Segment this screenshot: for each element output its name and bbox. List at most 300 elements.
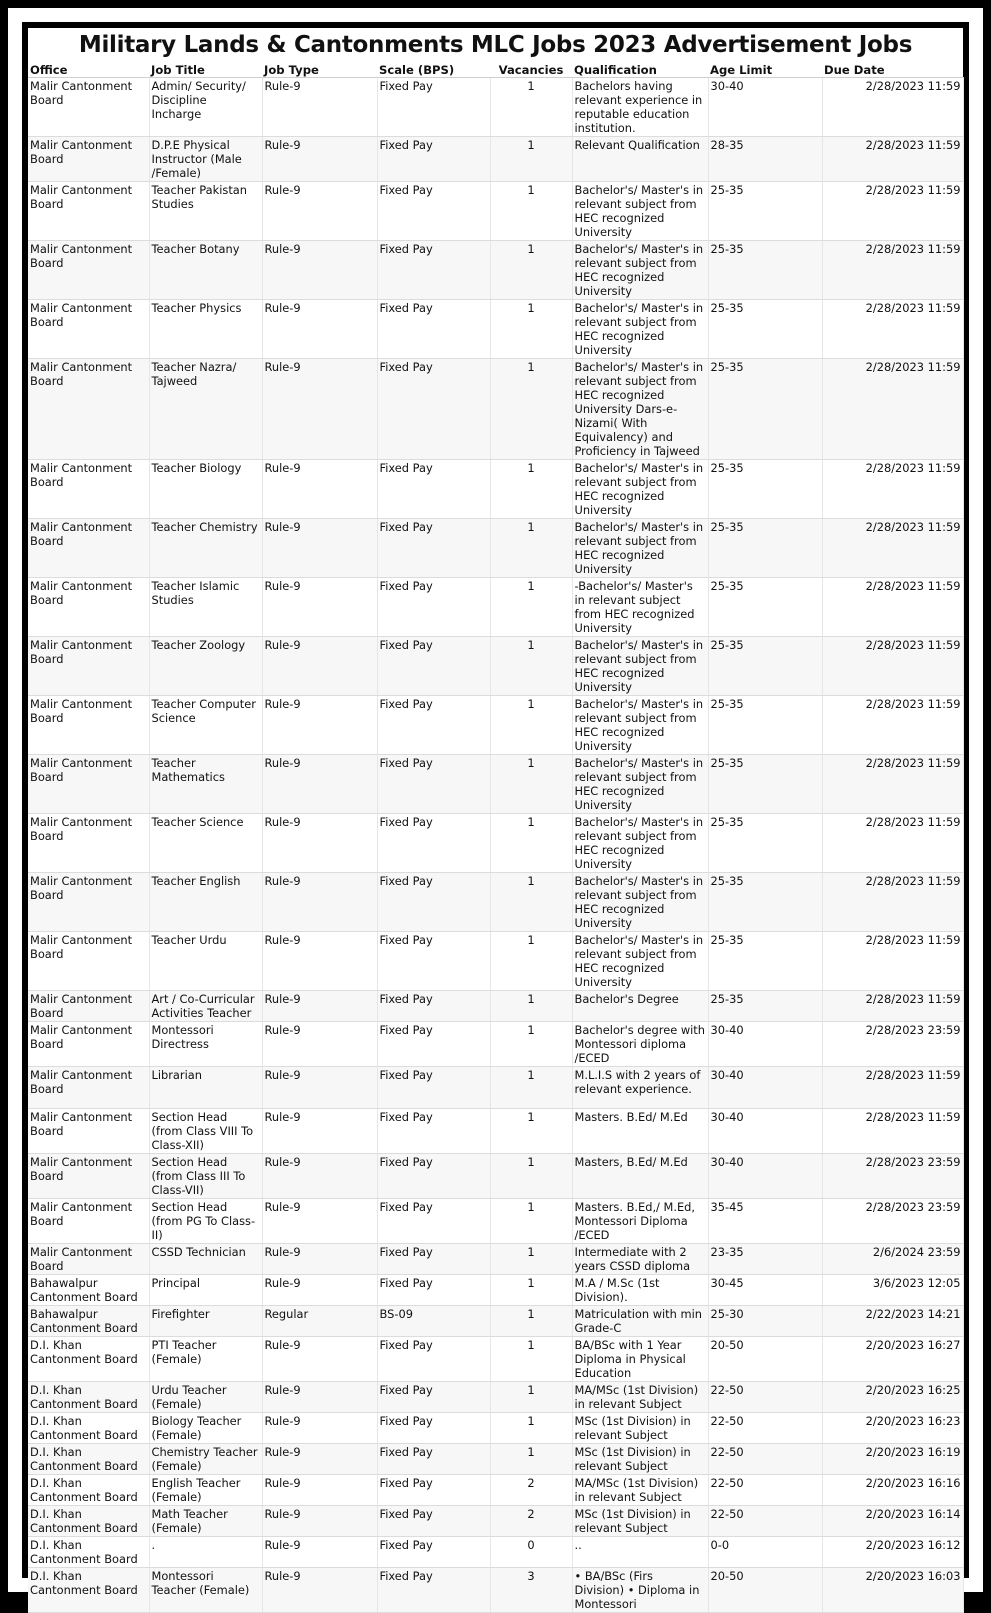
vacancies-cell: 1 [490,1413,572,1444]
table-row [28,1022,963,1067]
age-limit-cell: 30-45 [708,1275,822,1306]
job-type-cell: Rule-9 [262,137,377,182]
scale-cell: Fixed Pay [377,1067,490,1109]
due-date-cell: 2/28/2023 23:59 [822,1199,963,1244]
scale-cell: Fixed Pay [377,696,490,755]
scale-cell: Fixed Pay [377,1199,490,1244]
vacancies-cell: 1 [490,873,572,932]
vacancies-cell: 1 [490,814,572,873]
qualification-cell: Masters. B.Ed,/ M.Ed, Montessori Diploma /ECED [572,1199,708,1244]
job-type-cell: Rule-9 [262,1244,377,1275]
scale-cell: Fixed Pay [377,991,490,1022]
job-type-cell: Rule-9 [262,578,377,637]
job-type-cell: Rule-9 [262,696,377,755]
job-title-cell: Teacher Chemistry [149,519,262,578]
age-limit-cell: 25-35 [708,991,822,1022]
scale-cell: Fixed Pay [377,1506,490,1537]
qualification-cell: MSc (1st Division) in relevant Subject [572,1444,708,1475]
table-row [28,1506,963,1537]
office-cell: D.I. Khan Cantonment Board [28,1568,149,1613]
scale-cell: Fixed Pay [377,182,490,241]
table-header [28,62,963,78]
scale-cell: Fixed Pay [377,241,490,300]
qualification-cell: BA/BSc with 1 Year Diploma in Physical Education [572,1337,708,1382]
scale-cell: Fixed Pay [377,755,490,814]
age-limit-cell: 25-35 [708,359,822,460]
due-date-cell: 2/28/2023 11:59 [822,460,963,519]
job-title-cell: Teacher Computer Science [149,696,262,755]
vacancies-cell: 1 [490,932,572,991]
vacancies-cell: 1 [490,241,572,300]
column-header-office: Office [28,62,149,78]
jobs-table [28,62,964,1613]
due-date-cell: 2/28/2023 11:59 [822,182,963,241]
qualification-cell: Bachelor's/ Master's in relevant subject from HEC recognized University [572,241,708,300]
job-title-cell: English Teacher (Female) [149,1475,262,1506]
job-title-cell: . [149,1537,262,1568]
job-type-cell: Rule-9 [262,359,377,460]
vacancies-cell: 1 [490,637,572,696]
due-date-cell: 2/20/2023 16:19 [822,1444,963,1475]
scale-cell: Fixed Pay [377,932,490,991]
age-limit-cell: 30-40 [708,1022,822,1067]
job-type-cell: Rule-9 [262,755,377,814]
column-header-vacancies: Vacancies [490,62,572,78]
table-row [28,991,963,1022]
vacancies-cell: 1 [490,1244,572,1275]
table-row [28,1475,963,1506]
table-row [28,460,963,519]
job-title-cell: Teacher Urdu [149,932,262,991]
qualification-cell: Masters. B.Ed/ M.Ed [572,1109,708,1154]
job-title-cell: Teacher Biology [149,460,262,519]
due-date-cell: 2/28/2023 11:59 [822,1067,963,1109]
office-cell: Malir Cantonment Board [28,78,149,137]
scale-cell: Fixed Pay [377,637,490,696]
page-title: Military Lands & Cantonments MLC Jobs 2023 Advertisement Jobs [78,32,913,58]
job-title-cell: Teacher Zoology [149,637,262,696]
job-title-cell: Montessori Directress [149,1022,262,1067]
job-type-cell: Rule-9 [262,519,377,578]
qualification-cell: Bachelor's/ Master's in relevant subject from HEC recognized University [572,873,708,932]
scale-cell: Fixed Pay [377,1537,490,1568]
scale-cell: Fixed Pay [377,1022,490,1067]
job-title-cell: Teacher Nazra/ Tajweed [149,359,262,460]
table-row [28,932,963,991]
column-header-job-type: Job Type [262,62,377,78]
vacancies-cell: 1 [490,991,572,1022]
scale-cell: Fixed Pay [377,1568,490,1613]
scale-cell: Fixed Pay [377,1109,490,1154]
due-date-cell: 2/28/2023 11:59 [822,359,963,460]
job-type-cell: Rule-9 [262,182,377,241]
scale-cell: Fixed Pay [377,873,490,932]
vacancies-cell: 1 [490,300,572,359]
qualification-cell: MA/MSc (1st Division) in relevant Subject [572,1475,708,1506]
job-title-cell: Admin/ Security/ Discipline Incharge [149,78,262,137]
qualification-cell: M.L.I.S with 2 years of relevant experience. [572,1067,708,1109]
due-date-cell: 2/28/2023 11:59 [822,932,963,991]
table-body [28,78,963,1613]
job-type-cell: Rule-9 [262,1275,377,1306]
table-row [28,755,963,814]
job-title-cell: D.P.E Physical Instructor (Male /Female) [149,137,262,182]
job-type-cell: Rule-9 [262,460,377,519]
job-type-cell: Regular [262,1306,377,1337]
table-row [28,1306,963,1337]
qualification-cell: Bachelor's/ Master's in relevant subject from HEC recognized University Dars-e-Nizami( With Equivalency) and Proficiency in Tajweed [572,359,708,460]
due-date-cell: 2/28/2023 23:59 [822,1022,963,1067]
job-type-cell: Rule-9 [262,1199,377,1244]
table-row [28,637,963,696]
age-limit-cell: 25-35 [708,696,822,755]
header-row [28,62,963,78]
job-title-cell: Teacher Science [149,814,262,873]
qualification-cell: MSc (1st Division) in relevant Subject [572,1413,708,1444]
vacancies-cell: 0 [490,1537,572,1568]
office-cell: D.I. Khan Cantonment Board [28,1382,149,1413]
vacancies-cell: 1 [490,1444,572,1475]
job-title-cell: CSSD Technician [149,1244,262,1275]
scale-cell: Fixed Pay [377,1475,490,1506]
vacancies-cell: 1 [490,1022,572,1067]
office-cell: D.I. Khan Cantonment Board [28,1475,149,1506]
job-type-cell: Rule-9 [262,1475,377,1506]
table-row [28,873,963,932]
job-type-cell: Rule-9 [262,1568,377,1613]
due-date-cell: 2/28/2023 11:59 [822,755,963,814]
age-limit-cell: 22-50 [708,1382,822,1413]
scale-cell: Fixed Pay [377,1154,490,1199]
office-cell: Malir Cantonment Board [28,578,149,637]
job-title-cell: Section Head (from Class III To Class-VII) [149,1154,262,1199]
qualification-cell: Bachelors having relevant experience in reputable education institution. [572,78,708,137]
job-title-cell: Chemistry Teacher (Female) [149,1444,262,1475]
vacancies-cell: 1 [490,1337,572,1382]
table-row [28,1067,963,1109]
due-date-cell: 2/20/2023 16:12 [822,1537,963,1568]
scale-cell: Fixed Pay [377,1244,490,1275]
scale-cell: Fixed Pay [377,1275,490,1306]
age-limit-cell: 22-50 [708,1413,822,1444]
age-limit-cell: 22-50 [708,1444,822,1475]
vacancies-cell: 3 [490,1568,572,1613]
scale-cell: Fixed Pay [377,137,490,182]
job-type-cell: Rule-9 [262,637,377,696]
table-row [28,1444,963,1475]
vacancies-cell: 1 [490,1199,572,1244]
due-date-cell: 2/6/2024 23:59 [822,1244,963,1275]
office-cell: Malir Cantonment Board [28,182,149,241]
qualification-cell: Bachelor's/ Master's in relevant subject from HEC recognized University [572,932,708,991]
table-row [28,1109,963,1154]
job-type-cell: Rule-9 [262,78,377,137]
due-date-cell: 2/20/2023 16:16 [822,1475,963,1506]
office-cell: Malir Cantonment Board [28,932,149,991]
office-cell: Malir Cantonment Board [28,873,149,932]
job-type-cell: Rule-9 [262,814,377,873]
scale-cell: Fixed Pay [377,460,490,519]
due-date-cell: 2/28/2023 11:59 [822,696,963,755]
table-row [28,1537,963,1568]
qualification-cell: MSc (1st Division) in relevant Subject [572,1506,708,1537]
due-date-cell: 2/28/2023 11:59 [822,873,963,932]
due-date-cell: 2/28/2023 23:59 [822,1154,963,1199]
job-type-cell: Rule-9 [262,1109,377,1154]
age-limit-cell: 25-35 [708,873,822,932]
vacancies-cell: 1 [490,137,572,182]
qualification-cell: • BA/BSc (Firs Division) • Diploma in Montessori [572,1568,708,1613]
job-title-cell: Section Head (from PG To Class-II) [149,1199,262,1244]
vacancies-cell: 2 [490,1506,572,1537]
office-cell: D.I. Khan Cantonment Board [28,1506,149,1537]
due-date-cell: 2/28/2023 11:59 [822,637,963,696]
vacancies-cell: 1 [490,755,572,814]
inner-border [22,22,969,1611]
due-date-cell: 2/20/2023 16:23 [822,1413,963,1444]
job-title-cell: Teacher Pakistan Studies [149,182,262,241]
vacancies-cell: 1 [490,1067,572,1109]
scale-cell: Fixed Pay [377,1413,490,1444]
table-row [28,1382,963,1413]
office-cell: Malir Cantonment Board [28,1022,149,1067]
scale-cell: Fixed Pay [377,359,490,460]
office-cell: D.I. Khan Cantonment Board [28,1537,149,1568]
table-row [28,182,963,241]
qualification-cell: Bachelor's/ Master's in relevant subject from HEC recognized University [572,814,708,873]
table-row [28,1275,963,1306]
qualification-cell: M.A / M.Sc (1st Division). [572,1275,708,1306]
office-cell: Malir Cantonment Board [28,359,149,460]
due-date-cell: 2/28/2023 11:59 [822,241,963,300]
office-cell: D.I. Khan Cantonment Board [28,1413,149,1444]
vacancies-cell: 1 [490,1154,572,1199]
qualification-cell: Bachelor's/ Master's in relevant subject from HEC recognized University [572,755,708,814]
office-cell: Malir Cantonment Board [28,991,149,1022]
age-limit-cell: 22-50 [708,1475,822,1506]
job-title-cell: Biology Teacher (Female) [149,1413,262,1444]
vacancies-cell: 1 [490,460,572,519]
age-limit-cell: 30-40 [708,1154,822,1199]
outer-border [8,8,983,1611]
table-row [28,300,963,359]
job-title-cell: Teacher Physics [149,300,262,359]
column-header-scale: Scale (BPS) [377,62,490,78]
job-type-cell: Rule-9 [262,932,377,991]
table-row [28,578,963,637]
age-limit-cell: 30-40 [708,78,822,137]
scale-cell: Fixed Pay [377,519,490,578]
column-header-due-date: Due Date [822,62,963,78]
due-date-cell: 2/28/2023 11:59 [822,300,963,359]
job-title-cell: PTI Teacher (Female) [149,1337,262,1382]
age-limit-cell: 25-35 [708,460,822,519]
qualification-cell: MA/MSc (1st Division) in relevant Subject [572,1382,708,1413]
qualification-cell: Bachelor's/ Master's in relevant subject from HEC recognized University [572,696,708,755]
table-row [28,1154,963,1199]
job-type-cell: Rule-9 [262,1382,377,1413]
table-row [28,1199,963,1244]
due-date-cell: 2/28/2023 11:59 [822,578,963,637]
qualification-cell: Intermediate with 2 years CSSD diploma [572,1244,708,1275]
job-type-cell: Rule-9 [262,1537,377,1568]
vacancies-cell: 1 [490,578,572,637]
vacancies-cell: 1 [490,1382,572,1413]
qualification-cell: Bachelor's Degree [572,991,708,1022]
age-limit-cell: 0-0 [708,1537,822,1568]
due-date-cell: 2/28/2023 11:59 [822,991,963,1022]
age-limit-cell: 25-30 [708,1306,822,1337]
age-limit-cell: 25-35 [708,755,822,814]
age-limit-cell: 25-35 [708,578,822,637]
office-cell: Malir Cantonment Board [28,300,149,359]
job-type-cell: Rule-9 [262,1413,377,1444]
scale-cell: BS-09 [377,1306,490,1337]
qualification-cell: Bachelor's/ Master's in relevant subject from HEC recognized University [572,637,708,696]
scale-cell: Fixed Pay [377,78,490,137]
vacancies-cell: 1 [490,182,572,241]
office-cell: Malir Cantonment Board [28,637,149,696]
job-title-cell: Teacher Mathematics [149,755,262,814]
office-cell: Malir Cantonment Board [28,1199,149,1244]
job-type-cell: Rule-9 [262,300,377,359]
qualification-cell: .. [572,1537,708,1568]
office-cell: D.I. Khan Cantonment Board [28,1444,149,1475]
due-date-cell: 2/20/2023 16:25 [822,1382,963,1413]
job-type-cell: Rule-9 [262,1067,377,1109]
age-limit-cell: 20-50 [708,1337,822,1382]
scale-cell: Fixed Pay [377,1382,490,1413]
age-limit-cell: 25-35 [708,637,822,696]
job-title-cell: Teacher Islamic Studies [149,578,262,637]
office-cell: Malir Cantonment Board [28,755,149,814]
vacancies-cell: 2 [490,1475,572,1506]
age-limit-cell: 25-35 [708,300,822,359]
qualification-cell: Bachelor's/ Master's in relevant subject from HEC recognized University [572,460,708,519]
age-limit-cell: 25-35 [708,519,822,578]
scale-cell: Fixed Pay [377,1337,490,1382]
office-cell: Malir Cantonment Board [28,460,149,519]
due-date-cell: 2/28/2023 11:59 [822,78,963,137]
column-header-job-title: Job Title [149,62,262,78]
age-limit-cell: 23-35 [708,1244,822,1275]
job-type-cell: Rule-9 [262,1337,377,1382]
scale-cell: Fixed Pay [377,578,490,637]
due-date-cell: 2/28/2023 11:59 [822,137,963,182]
job-type-cell: Rule-9 [262,1444,377,1475]
vacancies-cell: 1 [490,1275,572,1306]
document-page [28,28,963,1611]
qualification-cell: Masters, B.Ed/ M.Ed [572,1154,708,1199]
age-limit-cell: 20-50 [708,1568,822,1613]
vacancies-cell: 1 [490,696,572,755]
age-limit-cell: 25-35 [708,932,822,991]
table-row [28,1337,963,1382]
due-date-cell: 2/22/2023 14:21 [822,1306,963,1337]
qualification-cell: Bachelor's/ Master's in relevant subject from HEC recognized University [572,300,708,359]
age-limit-cell: 25-35 [708,814,822,873]
job-title-cell: Art / Co-Curricular Activities Teacher [149,991,262,1022]
qualification-cell: -Bachelor's/ Master's in relevant subject from HEC recognized University [572,578,708,637]
table-row [28,241,963,300]
due-date-cell: 2/20/2023 16:03 [822,1568,963,1613]
job-title-cell: Urdu Teacher (Female) [149,1382,262,1413]
vacancies-cell: 1 [490,1109,572,1154]
job-title-cell: Teacher English [149,873,262,932]
due-date-cell: 2/28/2023 11:59 [822,519,963,578]
office-cell: Malir Cantonment Board [28,696,149,755]
due-date-cell: 2/20/2023 16:27 [822,1337,963,1382]
table-row [28,814,963,873]
job-type-cell: Rule-9 [262,991,377,1022]
office-cell: Malir Cantonment Board [28,241,149,300]
age-limit-cell: 28-35 [708,137,822,182]
age-limit-cell: 30-40 [708,1109,822,1154]
office-cell: Bahawalpur Cantonment Board [28,1306,149,1337]
scale-cell: Fixed Pay [377,300,490,359]
qualification-cell: Bachelor's/ Master's in relevant subject from HEC recognized University [572,182,708,241]
age-limit-cell: 30-40 [708,1067,822,1109]
qualification-cell: Relevant Qualification [572,137,708,182]
due-date-cell: 2/28/2023 11:59 [822,814,963,873]
office-cell: Malir Cantonment Board [28,137,149,182]
age-limit-cell: 22-50 [708,1506,822,1537]
office-cell: D.I. Khan Cantonment Board [28,1337,149,1382]
table-row [28,696,963,755]
due-date-cell: 2/20/2023 16:14 [822,1506,963,1537]
job-type-cell: Rule-9 [262,1022,377,1067]
office-cell: Bahawalpur Cantonment Board [28,1275,149,1306]
job-type-cell: Rule-9 [262,873,377,932]
due-date-cell: 2/28/2023 11:59 [822,1109,963,1154]
job-type-cell: Rule-9 [262,1154,377,1199]
column-header-age-limit: Age Limit [708,62,822,78]
job-title-cell: Montessori Teacher (Female) [149,1568,262,1613]
qualification-cell: Bachelor's/ Master's in relevant subject from HEC recognized University [572,519,708,578]
age-limit-cell: 35-45 [708,1199,822,1244]
job-title-cell: Firefighter [149,1306,262,1337]
vacancies-cell: 1 [490,78,572,137]
office-cell: Malir Cantonment Board [28,1244,149,1275]
due-date-cell: 3/6/2023 12:05 [822,1275,963,1306]
job-title-cell: Teacher Botany [149,241,262,300]
table-row [28,78,963,137]
qualification-cell: Bachelor's degree with Montessori diploma /ECED [572,1022,708,1067]
vacancies-cell: 1 [490,359,572,460]
office-cell: Malir Cantonment Board [28,519,149,578]
qualification-cell: Matriculation with min Grade-C [572,1306,708,1337]
table-row [28,137,963,182]
age-limit-cell: 25-35 [708,241,822,300]
table-row [28,519,963,578]
table-row [28,1244,963,1275]
office-cell: Malir Cantonment Board [28,1067,149,1109]
table-row [28,359,963,460]
job-type-cell: Rule-9 [262,1506,377,1537]
scale-cell: Fixed Pay [377,814,490,873]
job-title-cell: Librarian [149,1067,262,1109]
office-cell: Malir Cantonment Board [28,814,149,873]
vacancies-cell: 1 [490,1306,572,1337]
job-title-cell: Principal [149,1275,262,1306]
age-limit-cell: 25-35 [708,182,822,241]
table-row [28,1413,963,1444]
office-cell: Malir Cantonment Board [28,1109,149,1154]
scale-cell: Fixed Pay [377,1444,490,1475]
job-title-cell: Section Head (from Class VIII To Class-XII) [149,1109,262,1154]
table-row [28,1568,963,1613]
vacancies-cell: 1 [490,519,572,578]
